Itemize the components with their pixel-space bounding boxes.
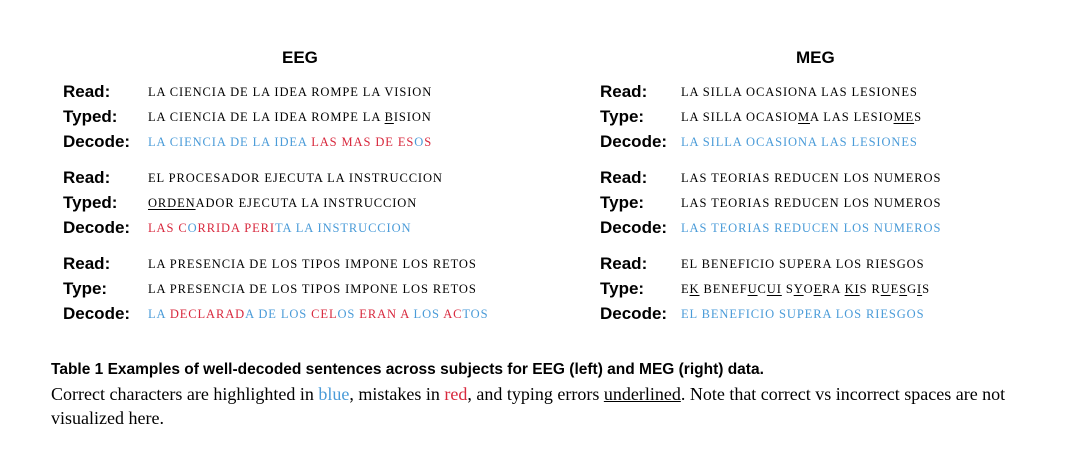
row-label: Read: xyxy=(600,254,648,273)
text-segment: EL BENEFICIO SUPERA LOS RIESGOS xyxy=(681,257,925,271)
text-segment: LA SILLA OCASIONA LAS LESIONES xyxy=(681,85,918,99)
text-segment: S xyxy=(922,282,930,296)
row-label: Decode: xyxy=(63,218,131,237)
row-sentence xyxy=(681,166,941,190)
correct-segment: O xyxy=(187,221,198,235)
row-sentence xyxy=(681,216,941,240)
typing-error-segment: KI xyxy=(844,282,860,296)
text-segment: ADOR EJECUTA LA INSTRUCCION xyxy=(195,196,418,210)
typing-error-segment: K xyxy=(689,282,700,296)
meg-row xyxy=(600,216,1060,240)
meg-row xyxy=(600,80,1060,104)
correct-segment: LAS TEORIAS REDUCEN LOS NUMEROS xyxy=(681,221,942,235)
correct-segment: LA SILLA OCASIONA LAS LESIONES xyxy=(681,135,918,149)
text-segment: O xyxy=(803,282,814,296)
mistake-segment: AC xyxy=(443,307,463,321)
text-segment: A LAS LESIO xyxy=(810,110,894,124)
text-segment: LA CIENCIA DE LA IDEA ROMPE LA xyxy=(148,110,385,124)
row-label: Type: xyxy=(600,107,645,126)
row-label: Read: xyxy=(63,168,111,187)
row-sentence xyxy=(148,80,432,104)
meg-column-title: MEG xyxy=(796,48,835,67)
meg-row xyxy=(600,105,1060,129)
caption-text: . Note that correct vs incorrect spaces are not visualized here. xyxy=(51,384,1006,428)
caption-underlined-word: underlined xyxy=(603,384,681,404)
caption-blue-word: blue xyxy=(318,384,350,404)
row-label: Read: xyxy=(600,82,648,101)
row-sentence xyxy=(681,105,922,129)
caption-red-word: red xyxy=(444,384,468,404)
text-segment: C xyxy=(757,282,767,296)
text-segment: E xyxy=(890,282,900,296)
meg-row xyxy=(600,302,1060,326)
caption-title: Table 1 Examples of well-decoded sentences across subjects for EEG (left) and MEG (right) data. xyxy=(51,361,764,378)
correct-segment: OS xyxy=(337,307,360,321)
typing-error-segment: S xyxy=(899,282,908,296)
row-sentence xyxy=(681,252,924,276)
mistake-segment: ERAN A xyxy=(359,307,414,321)
correct-segment: TA LA INSTRUCCION xyxy=(274,221,412,235)
eeg-row xyxy=(63,191,523,215)
row-sentence xyxy=(681,277,930,301)
row-label: Decode: xyxy=(63,304,131,323)
mistake-segment: CEL xyxy=(311,307,338,321)
row-sentence xyxy=(148,191,417,215)
meg-row xyxy=(600,166,1060,190)
meg-row xyxy=(600,130,1060,154)
row-label: Read: xyxy=(63,82,111,101)
text-segment: LA SILLA OCASIO xyxy=(681,110,798,124)
typing-error-segment: UI xyxy=(766,282,782,296)
row-label: Decode: xyxy=(600,218,668,237)
row-label: Decode: xyxy=(600,304,668,323)
mistake-segment: S xyxy=(424,135,433,149)
typing-error-segment: U xyxy=(747,282,758,296)
text-segment: S xyxy=(781,282,794,296)
caption-body xyxy=(51,382,1051,430)
row-sentence xyxy=(148,130,432,154)
correct-segment: O xyxy=(414,135,425,149)
text-segment: LA PRESENCIA DE LOS TIPOS IMPONE LOS RETOS xyxy=(148,282,477,296)
typing-error-segment: B xyxy=(384,110,394,124)
row-label: Type: xyxy=(600,279,645,298)
meg-row xyxy=(600,191,1060,215)
text-segment: RA xyxy=(822,282,845,296)
row-label: Type: xyxy=(63,279,108,298)
meg-row xyxy=(600,277,1060,301)
mistake-segment: RRIDA PERI xyxy=(197,221,275,235)
row-label: Typed: xyxy=(63,107,118,126)
caption-text: Correct characters are highlighted in xyxy=(51,384,319,404)
typing-error-segment: I xyxy=(917,282,923,296)
correct-segment: LOS xyxy=(413,307,444,321)
caption-text: , and typing errors xyxy=(467,384,604,404)
row-sentence xyxy=(681,130,918,154)
typing-error-segment: M xyxy=(797,110,810,124)
text-segment: S R xyxy=(859,282,881,296)
mistake-segment: LAS C xyxy=(148,221,188,235)
mistake-segment: LAS MAS DE ES xyxy=(311,135,415,149)
typing-error-segment: ORDEN xyxy=(148,196,196,210)
eeg-row xyxy=(63,252,523,276)
row-sentence xyxy=(681,80,918,104)
eeg-row xyxy=(63,130,523,154)
mistake-segment: DECLARAD xyxy=(169,307,246,321)
eeg-row xyxy=(63,302,523,326)
typing-error-segment: Y xyxy=(793,282,804,296)
eeg-row xyxy=(63,277,523,301)
meg-row xyxy=(600,252,1060,276)
text-segment: BENEF xyxy=(699,282,748,296)
eeg-column-title: EEG xyxy=(282,48,318,67)
caption-text: , mistakes in xyxy=(349,384,445,404)
eeg-row xyxy=(63,105,523,129)
row-sentence xyxy=(148,166,443,190)
text-segment: ISION xyxy=(393,110,432,124)
row-label: Read: xyxy=(600,168,648,187)
text-segment: LAS TEORIAS REDUCEN LOS NUMEROS xyxy=(681,196,942,210)
row-label: Read: xyxy=(63,254,111,273)
row-sentence xyxy=(148,277,477,301)
text-segment: EL PROCESADOR EJECUTA LA INSTRUCCION xyxy=(148,171,443,185)
correct-segment: A DE LOS xyxy=(245,307,312,321)
text-segment: E xyxy=(681,282,690,296)
row-sentence xyxy=(148,216,411,240)
row-label: Type: xyxy=(600,193,645,212)
text-segment: S xyxy=(914,110,922,124)
row-sentence xyxy=(681,191,941,215)
text-segment: LAS TEORIAS REDUCEN LOS NUMEROS xyxy=(681,171,942,185)
typing-error-segment: E xyxy=(813,282,823,296)
correct-segment: EL BENEFICIO SUPERA LOS RIESGOS xyxy=(681,307,925,321)
text-segment: G xyxy=(907,282,918,296)
eeg-row xyxy=(63,80,523,104)
eeg-row xyxy=(63,216,523,240)
text-segment: LA CIENCIA DE LA IDEA ROMPE LA VISION xyxy=(148,85,433,99)
row-sentence xyxy=(148,252,477,276)
eeg-row xyxy=(63,166,523,190)
correct-segment: LA xyxy=(148,307,170,321)
row-label: Typed: xyxy=(63,193,118,212)
typing-error-segment: ME xyxy=(893,110,915,124)
row-sentence xyxy=(148,302,488,326)
correct-segment: TOS xyxy=(462,307,489,321)
typing-error-segment: U xyxy=(880,282,891,296)
text-segment: LA PRESENCIA DE LOS TIPOS IMPONE LOS RETOS xyxy=(148,257,477,271)
table-caption xyxy=(51,358,1051,430)
row-sentence xyxy=(681,302,924,326)
row-sentence xyxy=(148,105,432,129)
row-label: Decode: xyxy=(600,132,668,151)
row-label: Decode: xyxy=(63,132,131,151)
correct-segment: LA CIENCIA DE LA IDEA xyxy=(148,135,312,149)
